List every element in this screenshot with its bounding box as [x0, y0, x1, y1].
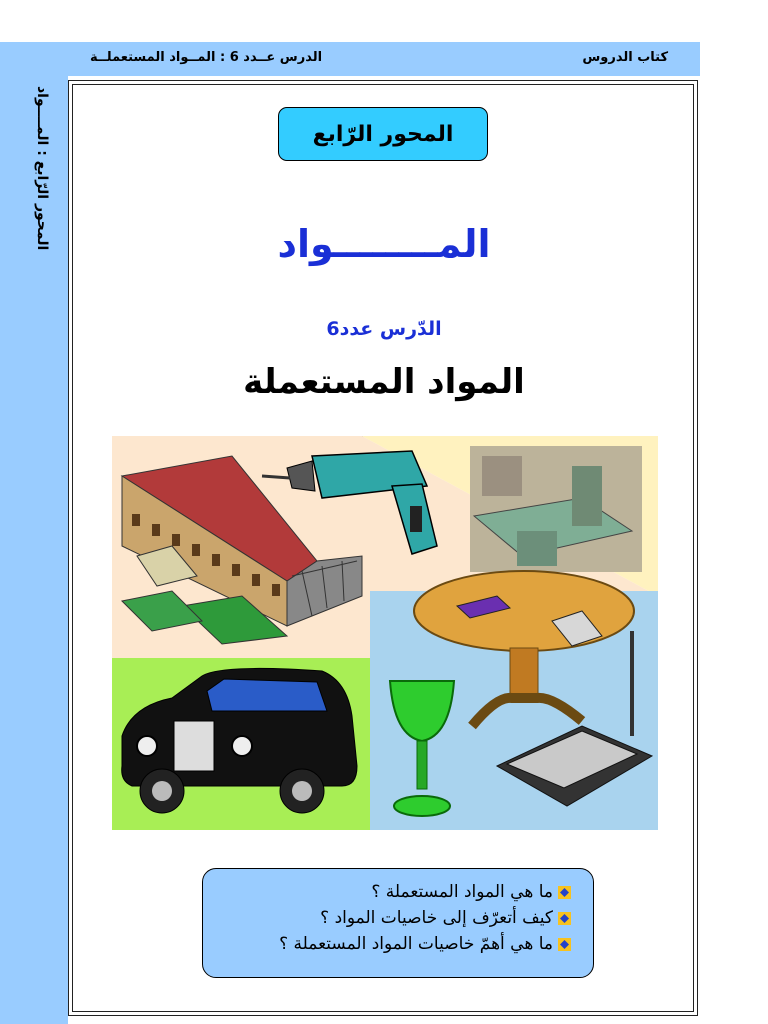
subject-title: المــــــــواد [277, 222, 491, 266]
question-text: ما هي أهمّ خاصيات المواد المستعملة ؟ [279, 934, 553, 954]
arrow-bullet-icon [558, 938, 571, 951]
question-text: كيف أتعرّف إلى خاصيات المواد ؟ [320, 908, 553, 928]
arrow-bullet-icon [558, 886, 571, 899]
lesson-title: المواد المستعملة [243, 362, 525, 402]
axis-label-box [278, 107, 488, 161]
arrow-bullet-icon [558, 912, 571, 925]
question-text: ما هي المواد المستعملة ؟ [371, 882, 553, 902]
question-item [203, 879, 571, 905]
book-title: كتاب الدروس [582, 50, 668, 65]
lesson-number: الدّرس عدد6 [326, 318, 442, 340]
question-item [203, 905, 571, 931]
machine-photo [470, 446, 642, 572]
lesson-header: الدرس عــدد 6 : المــواد المستعملــة [90, 50, 323, 65]
question-item [203, 931, 571, 957]
materials-illustration [112, 436, 658, 830]
sidebar-axis-text: المحور الرّابع : المــــواد [34, 86, 50, 251]
questions-box [202, 868, 594, 978]
axis-label: المحور الرّابع [312, 121, 454, 147]
